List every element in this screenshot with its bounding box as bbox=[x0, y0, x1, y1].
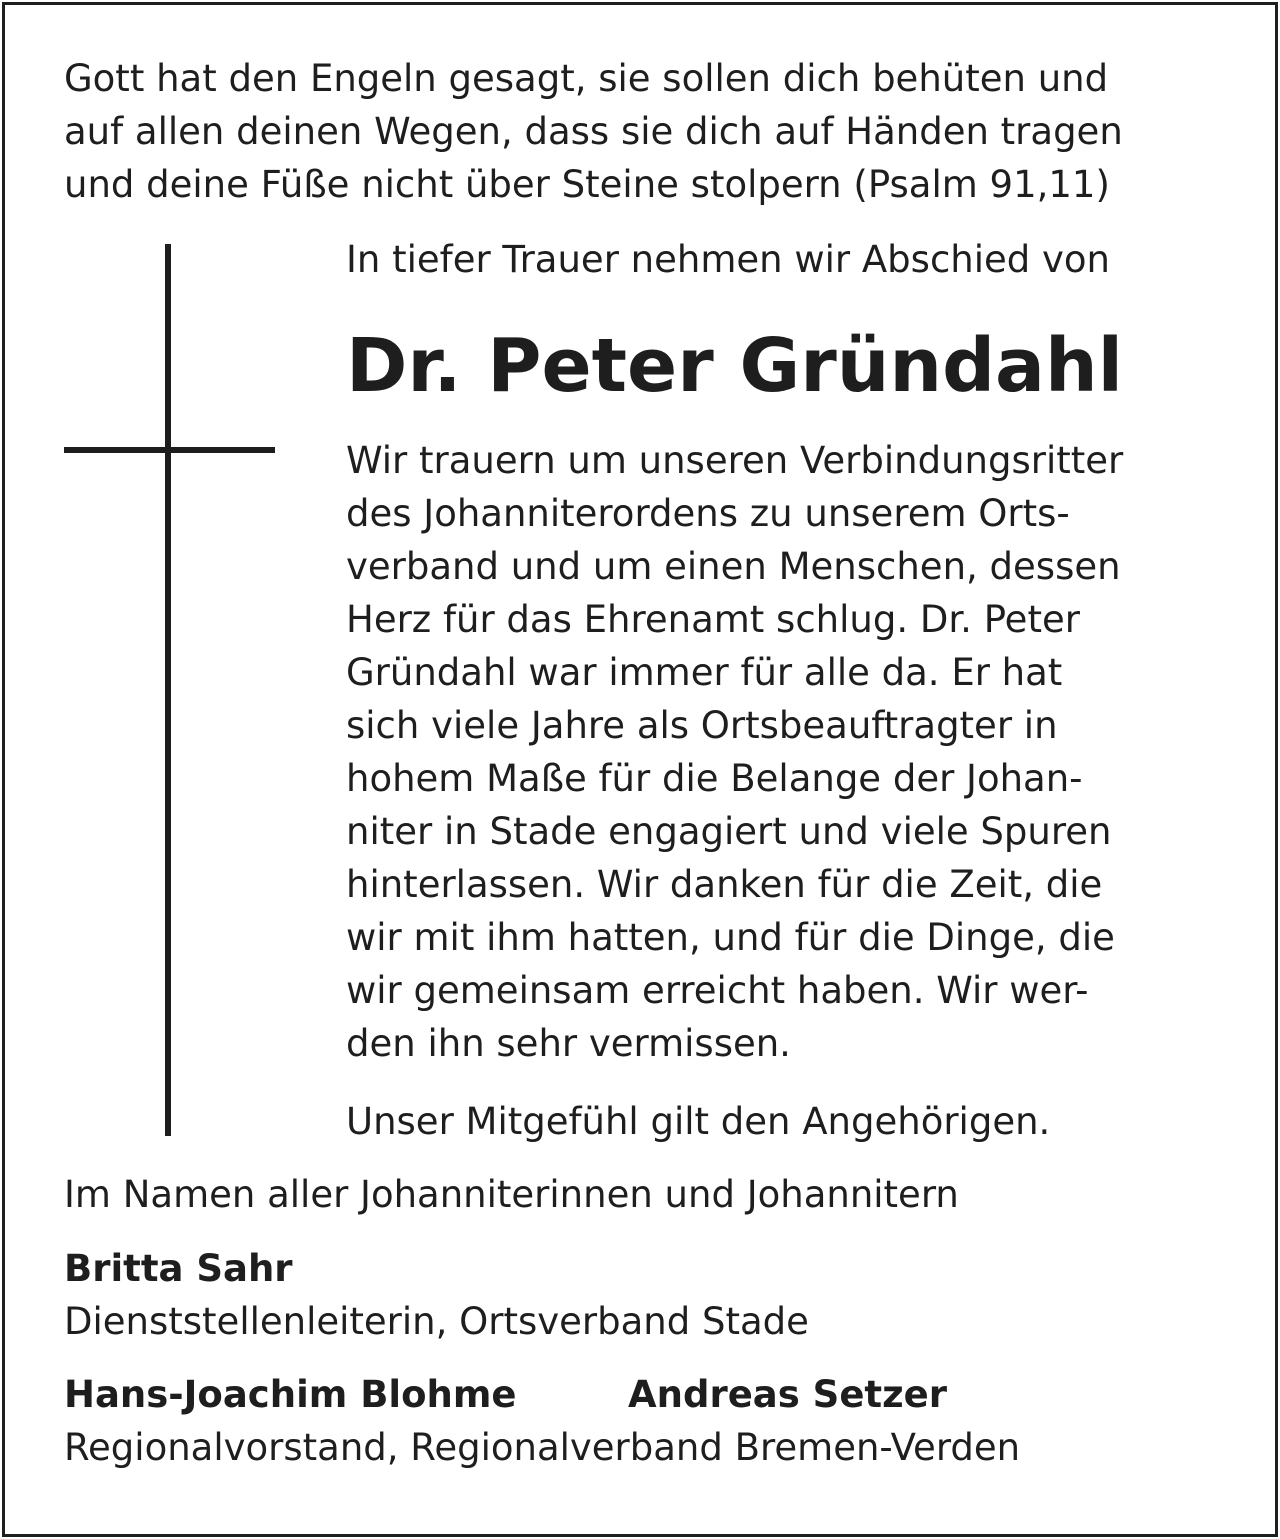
signatory-name: Britta Sahr bbox=[64, 1247, 293, 1290]
tribute-line: Wir trauern um unseren Verbindungsritter bbox=[346, 439, 1124, 482]
signatory-name: Andreas Setzer bbox=[628, 1373, 947, 1416]
signatory-role: Dienststellenleiterin, Ortsverband Stade bbox=[64, 1300, 809, 1343]
psalm-verse bbox=[64, 52, 1123, 211]
deceased-name: Dr. Peter Gründahl bbox=[346, 323, 1124, 409]
tribute-line: Herz für das Ehrenamt schlug. Dr. Peter bbox=[346, 598, 1080, 641]
tribute-line: Gründahl war immer für alle da. Er hat bbox=[346, 651, 1063, 694]
tribute-line: wir mit ihm hatten, und für die Dinge, die bbox=[346, 916, 1115, 959]
signatory-name: Hans-Joachim Blohme bbox=[64, 1373, 517, 1416]
tribute-line: wir gemeinsam erreicht haben. Wir wer- bbox=[346, 969, 1089, 1012]
intro-text: In tiefer Trauer nehmen wir Abschied von bbox=[346, 238, 1111, 281]
verse-line: auf allen deinen Wegen, dass sie dich auf Händen tragen bbox=[64, 110, 1123, 153]
tribute-line: des Johanniterordens zu unserem Orts- bbox=[346, 492, 1070, 535]
cross-icon-bar bbox=[64, 447, 275, 453]
tribute-line: den ihn sehr vermissen. bbox=[346, 1022, 791, 1065]
verse-line: Gott hat den Engeln gesagt, sie sollen dich behüten und bbox=[64, 57, 1109, 100]
condolence-text: Unser Mitgefühl gilt den Angehörigen. bbox=[346, 1100, 1051, 1143]
tribute-text bbox=[346, 434, 1123, 1070]
tribute-line: verband und um einen Menschen, dessen bbox=[346, 545, 1121, 588]
signatory-first bbox=[64, 1242, 809, 1348]
tribute-line: sich viele Jahre als Ortsbeauftragter in bbox=[346, 704, 1058, 747]
signatory-role: Regionalvorstand, Regionalverband Bremen-Verden bbox=[64, 1426, 1021, 1469]
tribute-line: hohem Maße für die Belange der Johan- bbox=[346, 757, 1083, 800]
verse-line: und deine Füße nicht über Steine stolpern (Psalm 91,11) bbox=[64, 163, 1110, 206]
on-behalf-text: Im Namen aller Johanniterinnen und Johannitern bbox=[64, 1173, 959, 1216]
cross-icon bbox=[165, 244, 171, 1136]
tribute-line: hinterlassen. Wir danken für die Zeit, die bbox=[346, 863, 1103, 906]
tribute-line: niter in Stade engagiert und viele Spuren bbox=[346, 810, 1112, 853]
